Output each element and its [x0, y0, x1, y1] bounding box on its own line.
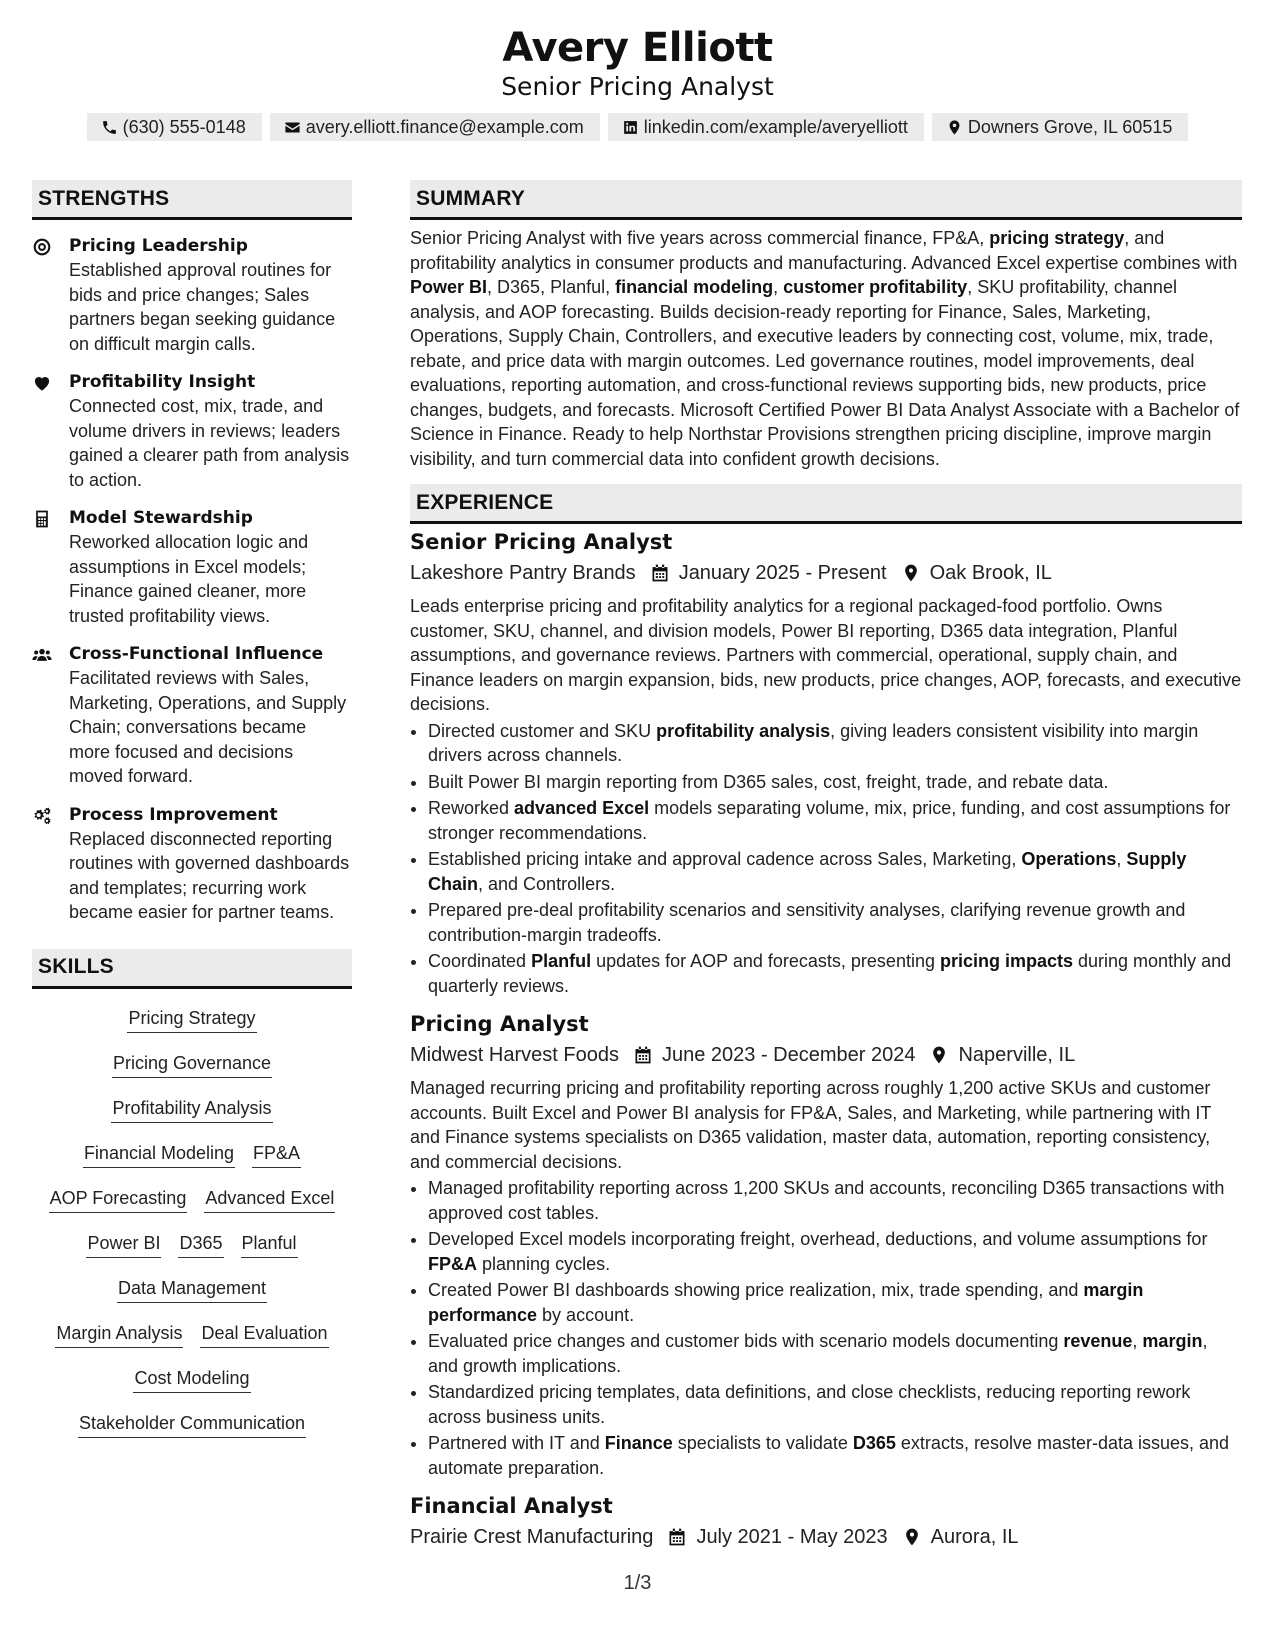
job-bullets: [410, 1176, 1242, 1480]
left-column: [32, 180, 352, 1451]
skills-list: [32, 1001, 352, 1451]
skill-row: [32, 1316, 352, 1361]
text-run: by account.: [537, 1304, 635, 1325]
skill-tag: D365: [178, 1232, 223, 1258]
contact-linkedin[interactable]: [608, 113, 924, 141]
text-run: , SKU profitability, channel analysis, and AOP forecasting. Builds decision-ready reporting for Finance, Sales, Marketing, Operations, Supply Chain, Controllers, and executive leaders by connecting cost, volume, mix, trade, rebate, and price data with margin outcomes. Led governance routines, model improvements, deal evaluations, reporting automation, and cross-functional reviews supporting bids, new products, price changes, budgets, and forecasts. Microsoft Certified Power BI Data Analyst Associate with a Bachelor of Science in Finance. Ready to help Northstar Provisions strengthen pricing discipline, improve margin visibility, and turn commercial data into confident growth decisions.: [410, 277, 1240, 469]
skill-tag: Pricing Strategy: [127, 1007, 256, 1033]
skill-row: [32, 1406, 352, 1451]
strength-item: [32, 370, 352, 492]
skill-tag: Deal Evaluation: [200, 1322, 328, 1348]
bold-text: Supply Chain: [428, 849, 1187, 894]
bold-text: margin: [1142, 1331, 1203, 1351]
map-pin-icon: [946, 119, 963, 136]
calendar-icon: [650, 563, 670, 583]
gears-icon: [32, 806, 52, 826]
job-company: Prairie Crest Manufacturing: [410, 1526, 654, 1548]
bullet-item: [428, 1278, 1242, 1327]
text-run: Prepared pre-deal profitability scenarios and sensitivity analyses, clarifying revenue growth and contribution-margin tradeoffs.: [428, 900, 1186, 945]
strength-desc: Replaced disconnected reporting routines with governed dashboards and templates; recurring work became easier for partner teams.: [69, 828, 350, 922]
strength-title: Pricing Leadership: [69, 236, 248, 256]
text-run: planning cycles.: [477, 1253, 611, 1274]
bullet-item: [428, 796, 1242, 845]
bold-text: pricing impacts: [939, 951, 1074, 971]
map-pin-icon: [929, 1045, 949, 1065]
page-number: 1/3: [623, 1572, 652, 1594]
strength-title: Process Improvement: [69, 804, 278, 825]
text-run: , and growth implications.: [428, 1331, 1208, 1376]
experience-list: [410, 528, 1242, 1552]
experience-heading: EXPERIENCE: [410, 484, 1242, 524]
strength-title: Profitability Insight: [69, 372, 256, 392]
job-description: Leads enterprise pricing and profitability analytics for a regional packaged-food portfolio. Owns customer, SKU, channel, and division models, Power BI reporting, D365 data integration, Planful assumptions, and governance reviews. Partners with commercial, operational, supply chain, and Finance leaders on margin expansion, bids, new products, price changes, AOP, forecasts, and executive decisions.: [410, 596, 1242, 714]
resume-header: [0, 22, 1275, 102]
job-location: Oak Brook, IL: [929, 562, 1052, 584]
contact-bar: [0, 113, 1275, 141]
job-company: Lakeshore Pantry Brands: [410, 562, 636, 584]
text-run: Directed customer and SKU: [428, 720, 657, 741]
skill-tag: Cost Modeling: [133, 1367, 250, 1393]
strength-item: [32, 234, 352, 356]
contact-phone[interactable]: [87, 113, 262, 141]
skill-tag: Advanced Excel: [204, 1187, 335, 1213]
bullet-item: [428, 949, 1242, 998]
text-run: models separating volume, mix, price, funding, and cost assumptions for stronger recommendations.: [428, 798, 1231, 843]
skill-tag: Profitability Analysis: [111, 1097, 272, 1123]
text-run: , and profitability analytics in consumer products and manufacturing. Advanced Excel expertise combines with: [410, 228, 1238, 273]
skill-row: [32, 1361, 352, 1406]
skill-tag: Stakeholder Communication: [78, 1412, 306, 1438]
text-run: Created Power BI dashboards showing price realization, mix, trade spending, and: [428, 1280, 1084, 1300]
bold-text: Planful: [531, 951, 592, 971]
text-run: ,: [1116, 849, 1127, 869]
strength-desc: Facilitated reviews with Sales, Marketing, Operations, and Supply Chain; conversations became more focused and decisions moved forward.: [69, 668, 347, 786]
text-run: Senior Pricing Analyst with five years across commercial finance, FP&A,: [410, 228, 990, 248]
skill-tag: AOP Forecasting: [49, 1187, 188, 1213]
right-column: [410, 180, 1242, 1552]
skill-tag: Planful: [241, 1232, 298, 1258]
job-dates: June 2023 - December 2024: [661, 1044, 916, 1066]
text-run: updates for AOP and forecasts, presenting: [591, 951, 940, 971]
envelope-icon: [284, 119, 301, 136]
bullet-item: [428, 719, 1242, 768]
candidate-name: Avery Elliott: [502, 25, 773, 71]
linkedin-icon: [622, 119, 639, 136]
strength-title: Model Stewardship: [69, 508, 253, 528]
bullet-item: [428, 1176, 1242, 1225]
job-entry: [410, 528, 1242, 998]
job-company: Midwest Harvest Foods: [410, 1044, 619, 1066]
job-dates: January 2025 - Present: [678, 562, 887, 584]
contact-linkedin-text: linkedin.com/example/averyelliott: [643, 116, 908, 137]
text-run: , giving leaders consistent visibility into margin drivers across channels.: [428, 720, 1199, 765]
bullet-item: [428, 1431, 1242, 1480]
contact-phone-text: (630) 555-0148: [122, 116, 246, 137]
bold-text: Finance: [604, 1433, 673, 1453]
text-run: during monthly and quarterly reviews.: [428, 951, 1232, 996]
skill-tag: Data Management: [117, 1277, 267, 1303]
text-run: Evaluated price changes and customer bids with scenario models documenting: [428, 1331, 1064, 1351]
bold-text: financial modeling: [615, 277, 774, 297]
phone-icon: [101, 119, 118, 136]
bold-text: D365: [852, 1433, 896, 1453]
strength-desc: Established approval routines for bids and price changes; Sales partners began seeking guidance on difficult margin calls.: [69, 260, 336, 354]
job-entry: [410, 1492, 1242, 1552]
skill-tag: Power BI: [86, 1232, 161, 1258]
heart-icon: [32, 373, 52, 393]
contact-location: [932, 113, 1188, 141]
calendar-icon: [633, 1045, 653, 1065]
bold-text: profitability analysis: [656, 720, 831, 741]
calendar-icon: [667, 1527, 687, 1547]
bullet-item: [428, 898, 1242, 947]
bullet-item: [428, 1227, 1242, 1276]
skill-tag: Margin Analysis: [55, 1322, 183, 1348]
job-title: Financial Analyst: [410, 1494, 613, 1518]
job-entry: [410, 1010, 1242, 1480]
contact-email-text: avery.elliott.finance@example.com: [305, 116, 584, 137]
strength-desc: Reworked allocation logic and assumptions in Excel models; Finance gained cleaner, more trusted profitability views.: [69, 532, 309, 626]
users-icon: [32, 645, 52, 665]
bullseye-icon: [32, 237, 52, 257]
skill-tag: Financial Modeling: [83, 1142, 235, 1168]
text-run: Partnered with IT and: [428, 1433, 605, 1453]
text-run: specialists to validate: [672, 1433, 853, 1453]
skill-row: [32, 1091, 352, 1136]
text-run: Established pricing intake and approval cadence across Sales, Marketing,: [428, 849, 1022, 869]
bullet-item: [428, 770, 1242, 795]
bold-text: pricing strategy: [989, 228, 1125, 248]
skill-tag: FP&A: [252, 1142, 301, 1168]
job-title: Pricing Analyst: [410, 1012, 589, 1036]
job-location: Aurora, IL: [930, 1526, 1019, 1548]
text-run: ,: [1132, 1331, 1143, 1351]
bold-text: revenue: [1063, 1331, 1133, 1351]
strength-item: [32, 506, 352, 628]
bold-text: advanced Excel: [514, 798, 650, 818]
job-dates: July 2021 - May 2023: [696, 1526, 888, 1548]
job-meta: [410, 1040, 1242, 1070]
calculator-icon: [32, 509, 52, 529]
bullet-item: [428, 1380, 1242, 1429]
bullet-item: [428, 847, 1242, 896]
strength-desc: Connected cost, mix, trade, and volume drivers in reviews; leaders gained a clearer path from analysis to action.: [69, 396, 350, 490]
skill-row: [32, 1046, 352, 1091]
bold-text: Operations: [1021, 849, 1117, 869]
summary-heading: SUMMARY: [410, 180, 1242, 220]
text-run: , D365, Planful,: [487, 277, 616, 297]
skill-row: [32, 1181, 352, 1226]
text-run: Coordinated: [428, 951, 532, 971]
text-run: Managed profitability reporting across 1,200 SKUs and accounts, reconciling D365 transactions with approved cost tables.: [428, 1178, 1225, 1223]
text-run: Built Power BI margin reporting from D365 sales, cost, freight, trade, and rebate data.: [428, 771, 1109, 792]
summary-text: [410, 226, 1242, 471]
job-description: Managed recurring pricing and profitability reporting across roughly 1,200 active SKUs and customer accounts. Built Excel and Power BI analysis for FP&A, Sales, and Marketing, while partnering with IT and Finance systems specialists on D365 validation, master data, automation, reporting consistency, and commercial decisions.: [410, 1078, 1212, 1172]
job-location: Naperville, IL: [958, 1044, 1076, 1066]
map-pin-icon: [902, 1527, 922, 1547]
strength-item: [32, 803, 352, 925]
bold-text: customer profitability: [783, 277, 968, 297]
job-meta: [410, 1522, 1242, 1552]
skill-row: [32, 1271, 352, 1316]
bold-text: margin performance: [428, 1280, 1144, 1325]
skill-row: [32, 1136, 352, 1181]
skills-heading: SKILLS: [32, 949, 352, 989]
contact-email[interactable]: [270, 113, 600, 141]
bullet-item: [428, 1329, 1242, 1378]
text-run: Reworked: [428, 798, 515, 818]
job-meta: [410, 558, 1242, 588]
skill-row: [32, 1001, 352, 1046]
strength-title: Cross-Functional Influence: [69, 644, 324, 664]
skill-tag: Pricing Governance: [112, 1052, 272, 1078]
candidate-title: Senior Pricing Analyst: [501, 72, 774, 101]
strengths-heading: STRENGTHS: [32, 180, 352, 220]
text-run: Standardized pricing templates, data definitions, and close checklists, reducing reporting rework across business units.: [428, 1382, 1191, 1427]
text-run: , and Controllers.: [478, 873, 616, 894]
job-bullets: [410, 719, 1242, 999]
strength-item: [32, 642, 352, 789]
bold-text: FP&A: [428, 1253, 477, 1274]
contact-location-text: Downers Grove, IL 60515: [967, 116, 1173, 137]
text-run: ,: [773, 277, 784, 297]
job-title: Senior Pricing Analyst: [410, 530, 673, 554]
text-run: extracts, resolve master-data issues, and automate preparation.: [428, 1433, 1230, 1478]
bold-text: Power BI: [410, 277, 488, 297]
text-run: Developed Excel models incorporating freight, overhead, deductions, and volume assumptions for: [428, 1229, 1208, 1249]
skill-row: [32, 1226, 352, 1271]
map-pin-icon: [901, 563, 921, 583]
